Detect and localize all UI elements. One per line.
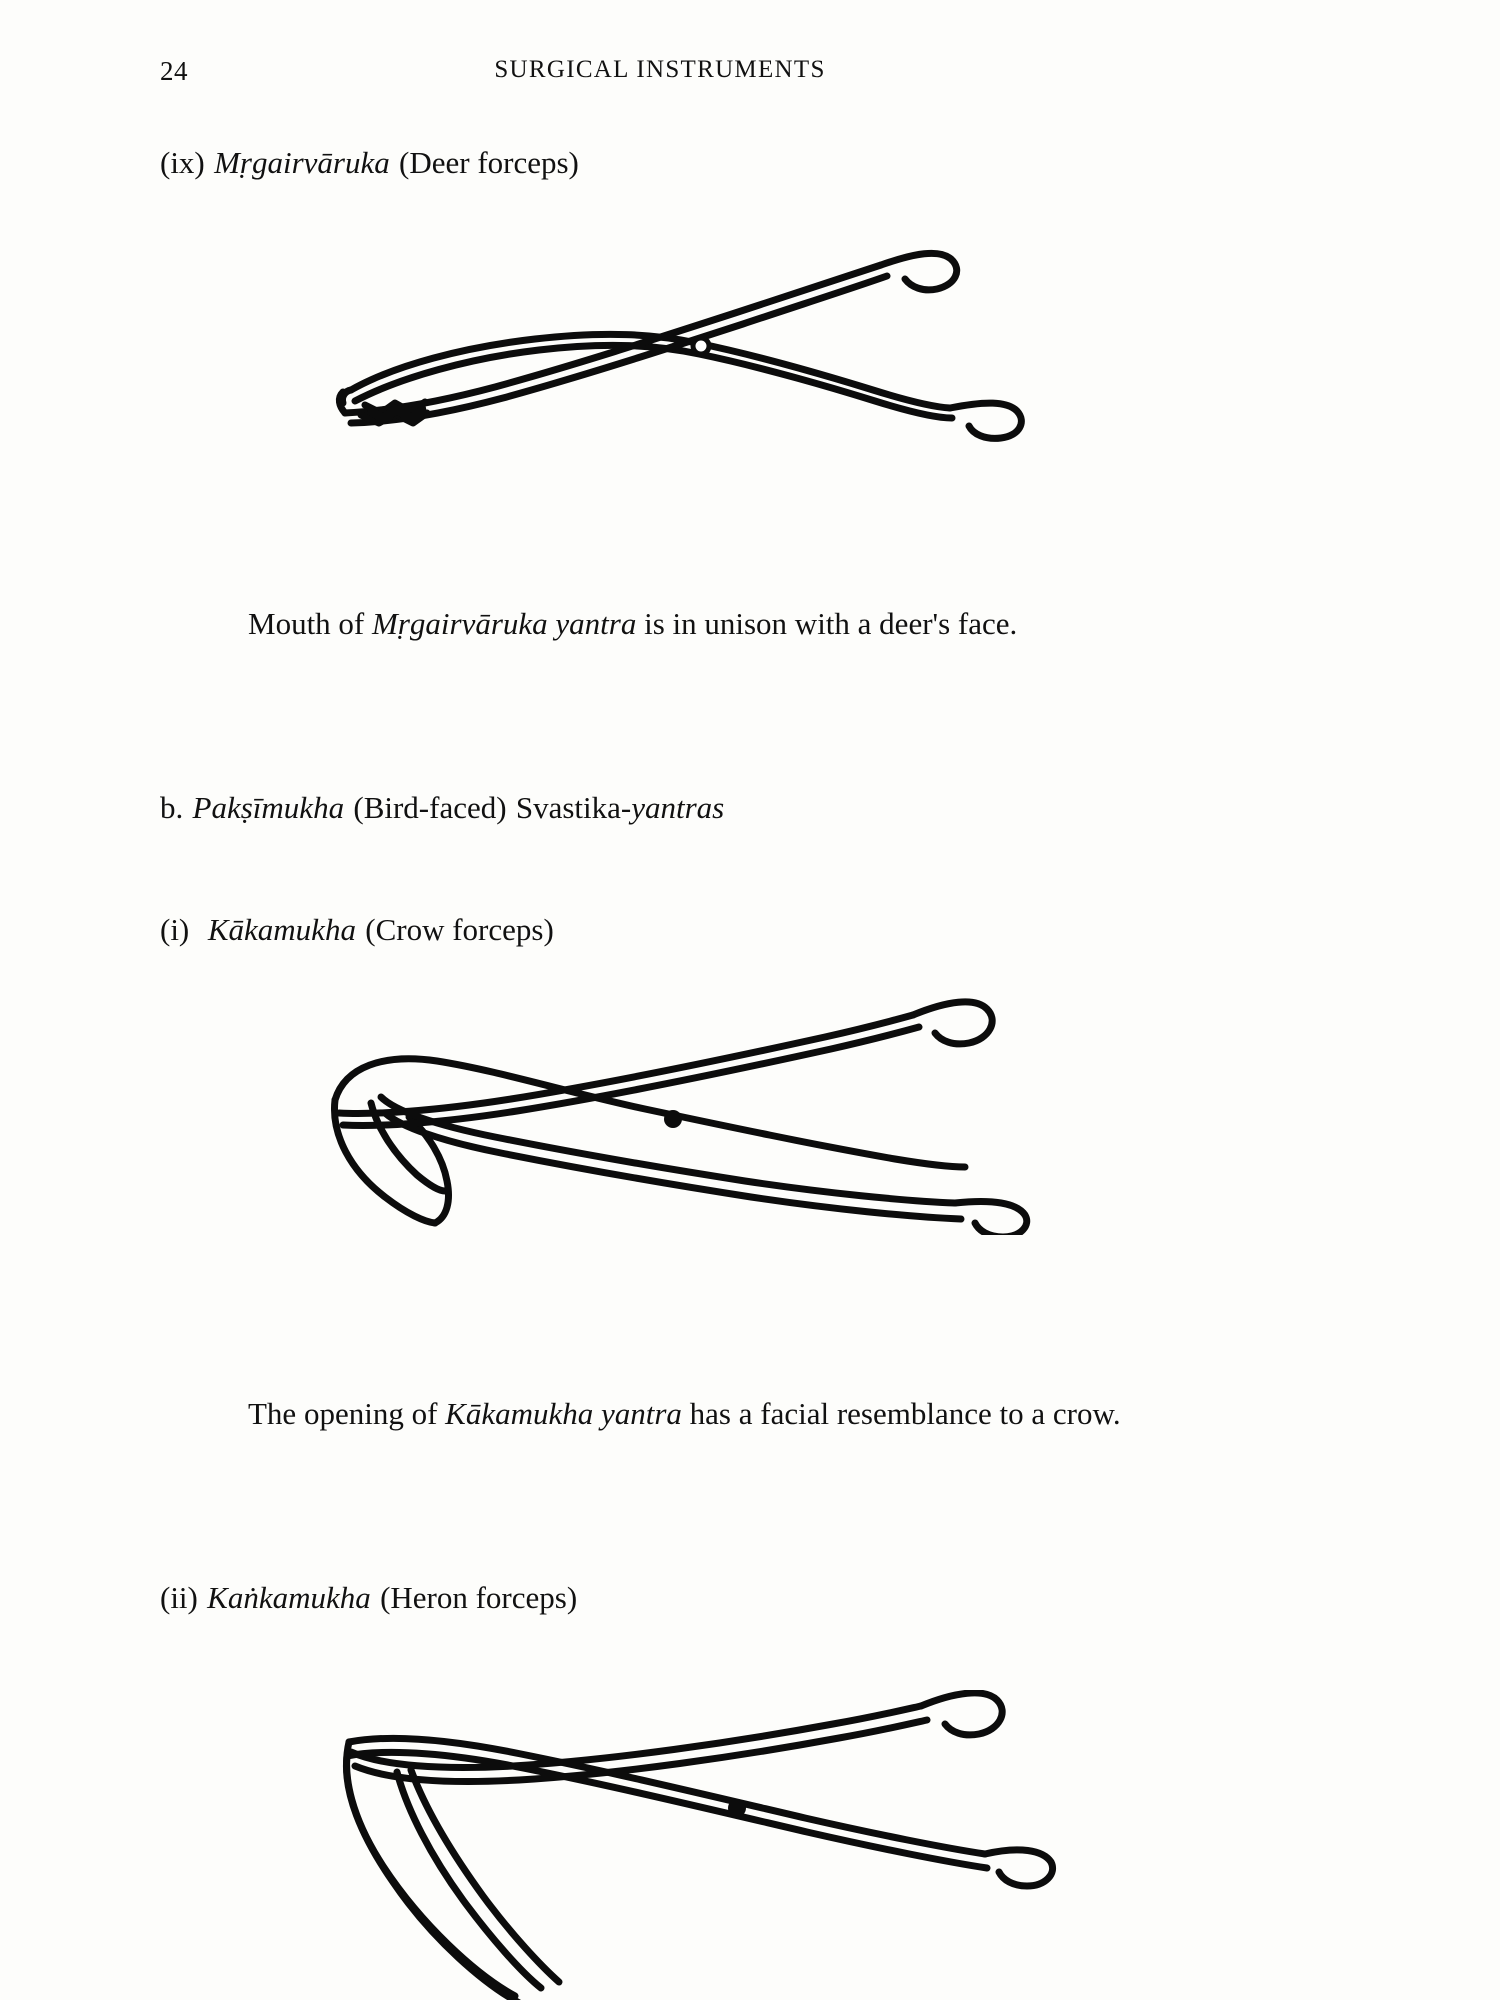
figure-heron-forceps [335,1690,1095,2000]
entry-gloss-kankamukha: (Heron forceps) [380,1580,578,1615]
paragraph-term-italic: Kākamukha yantra [445,1396,682,1431]
entry-gloss-mrgairvaruka: (Deer forceps) [399,145,579,180]
entry-label-i: (i) [160,912,190,947]
paragraph-term-italic: Mṛgairvāruka yantra [372,606,637,641]
subheading-tail-plain: Svastika- [515,790,632,825]
running-title: SURGICAL INSTRUMENTS [494,56,826,83]
paragraph-mrgairvaruka-note [160,600,1320,649]
heron-forceps-icon [335,1690,1095,2000]
paragraph-text-tail: is in unison with a deer's face. [636,606,1018,641]
page-content [160,0,1360,2000]
figure-crow-forceps [325,985,1085,1235]
entry-heading-mrgairvaruka [160,145,579,181]
pivot-rivet [728,1799,746,1817]
subheading-tail-italic: yantras [631,790,725,825]
page-header [160,56,1360,90]
paragraph-text-lead: Mouth of [248,606,372,641]
subheading-label-b: b. [160,790,184,825]
paragraph-text-lead: The opening of [248,1396,446,1431]
paragraph-text-tail: has a facial resemblance to a crow. [681,1396,1121,1431]
crow-forceps-icon [325,985,1085,1235]
subheading-paksimukha [160,790,724,826]
subheading-gloss: (Bird-faced) [353,790,507,825]
figure-deer-forceps [325,215,1085,445]
entry-term-mrgairvaruka: Mṛgairvāruka [214,145,390,180]
paragraph-kakamukha-note [160,1390,1320,1439]
subheading-term: Pakṣīmukha [192,790,345,825]
page-number: 24 [160,56,188,86]
entry-gloss-kakamukha: (Crow forceps) [365,912,554,947]
entry-label-ix: (ix) [160,145,205,180]
deer-forceps-icon [325,215,1085,445]
entry-label-ii: (ii) [160,1580,198,1615]
entry-term-kankamukha: Kaṅkamukha [207,1580,371,1615]
entry-heading-kankamukha [160,1580,577,1616]
pivot-rivet [664,1110,682,1128]
entry-term-kakamukha: Kākamukha [207,912,356,947]
entry-heading-kakamukha [160,912,554,948]
pivot-rivet [693,338,709,354]
